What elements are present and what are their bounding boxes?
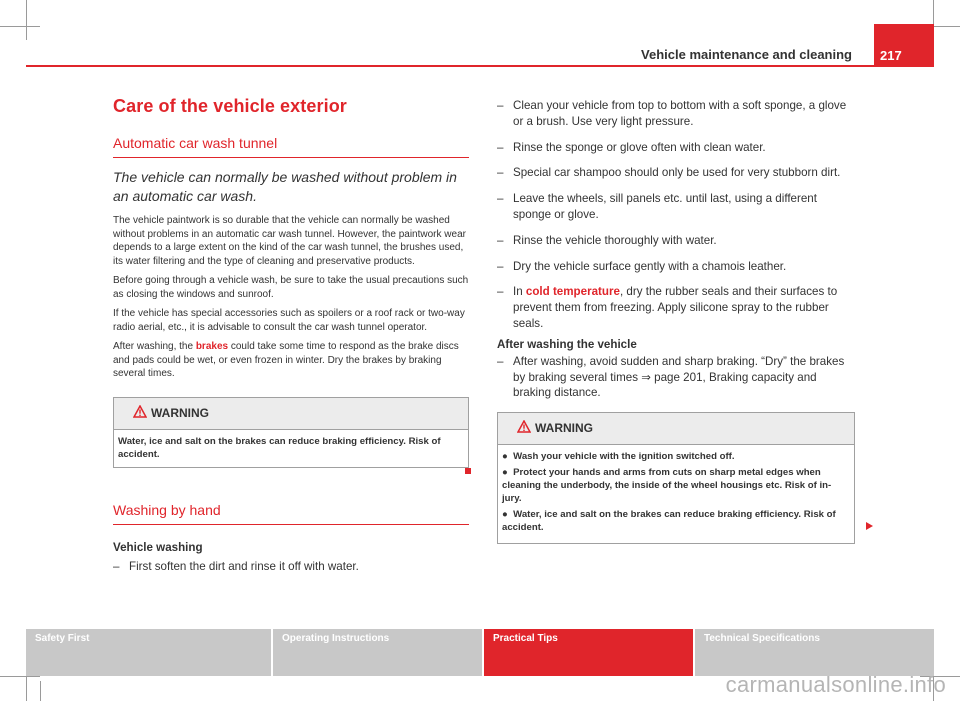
list-item: – Leave the wheels, sill panels etc. until last, using a different sponge or glove. [497, 192, 817, 221]
footer-tab-safety-first[interactable]: Safety First [26, 629, 271, 676]
warning-title: WARNING [535, 421, 593, 436]
header-rule [26, 65, 934, 67]
paragraph: The vehicle paintwork is so durable that the vehicle can normally be washed without problems in an automatic car wash tunnel. However, the paintwork wear depends to a large extent on the kind of the car wash tunnel, the brushes used, its water filtering and the type of cleaning and preservative products. [113, 215, 466, 267]
list-item: – After washing, avoid sudden and sharp braking. “Dry” the brakes by braking several times ⇒ page 201, Braking capacity and braking distance. [497, 354, 845, 400]
section-end-marker [465, 468, 471, 474]
footer-tab-operating-instructions[interactable]: Operating Instructions [273, 629, 482, 676]
subheading-after-washing: After washing the vehicle [497, 337, 637, 351]
warning-box [113, 397, 469, 468]
left-column [113, 96, 469, 574]
list-item: – Dry the vehicle surface gently with a chamois leather. [497, 259, 787, 273]
subheading-vehicle-washing: Vehicle washing [113, 540, 203, 554]
crop-mark [26, 0, 27, 40]
warning-header [114, 398, 468, 430]
footer-tab-practical-tips[interactable]: Practical Tips [484, 629, 693, 676]
bullet: ● [502, 509, 508, 521]
paragraph: After washing, the brakes could take some time to respond as the brake discs and pads could be wet, or even frozen in winter. Dry the brakes by braking several times. [113, 341, 459, 379]
warning-title: WARNING [151, 405, 209, 420]
keyword-brakes: brakes [195, 341, 229, 352]
list-item: – Rinse the sponge or glove often with clean water. [497, 140, 766, 154]
paragraph: Before going through a vehicle wash, be sure to take the usual precautions such as closing the windows and sunroof. [113, 275, 469, 300]
paragraph: If the vehicle has special accessories such as spoilers or a roof rack or two-way radio aerial, etc., it is advisable to consult the car wash tunnel operator. [113, 308, 465, 333]
warning-triangle-icon [517, 420, 531, 433]
crop-mark [0, 676, 40, 677]
keyword-cold-temperature: cold temperature [525, 285, 620, 299]
warning-box [497, 412, 855, 544]
bullet: ● [502, 451, 508, 463]
page-number-box [874, 24, 934, 67]
crop-mark [0, 26, 40, 27]
list-item: – Special car shampoo should only be used for very stubborn dirt. [497, 166, 841, 180]
warning-list [498, 445, 854, 543]
list-item: – Rinse the vehicle thoroughly with water. [497, 233, 717, 247]
list-item: – First soften the dirt and rinse it off with water. [113, 559, 359, 573]
footer-tab-technical-specifications[interactable]: Technical Specifications [695, 629, 934, 676]
lead-paragraph: The vehicle can normally be washed without problem in an automatic car wash. [113, 169, 457, 204]
warning-item: ● Water, ice and salt on the brakes can reduce braking efficiency. Risk of accident. [502, 509, 836, 534]
page-title: Care of the vehicle exterior [113, 96, 347, 116]
watermark: carmanualsonline.info [725, 672, 946, 697]
list-item: – Clean your vehicle from top to bottom with a soft sponge, a glove or a brush. Use very light pressure. [497, 99, 847, 128]
crop-mark [40, 681, 41, 701]
warning-header [498, 413, 854, 445]
warning-item: ● Protect your hands and arms from cuts on sharp metal edges when cleaning the underbody, the inside of the wheel housings etc. Risk of in-jury. [502, 467, 832, 505]
list-item: – In cold temperature, dry the rubber seals and their surfaces to prevent them from freezing. Apply silicone spray to the rubber seals. [497, 285, 838, 330]
bullet: ● [502, 467, 508, 479]
continue-arrow-icon [866, 522, 873, 530]
section-heading-car-wash: Automatic car wash tunnel [113, 135, 469, 158]
section-heading-washing-by-hand: Washing by hand [113, 502, 469, 525]
right-column [497, 98, 855, 544]
warning-item: ● Wash your vehicle with the ignition switched off. [502, 451, 735, 463]
page-number: 217 [880, 48, 902, 63]
warning-triangle-icon [133, 405, 147, 418]
running-header-title: Vehicle maintenance and cleaning [641, 47, 852, 62]
warning-text: Water, ice and salt on the brakes can reduce braking efficiency. Risk of accident. [118, 435, 441, 460]
